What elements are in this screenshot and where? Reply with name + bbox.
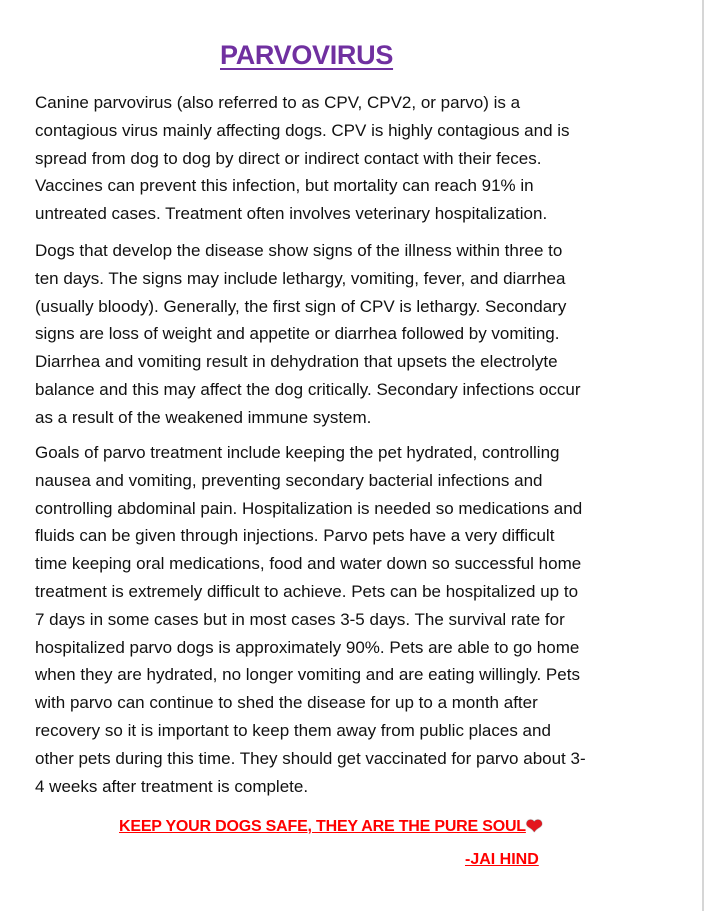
paragraph-symptoms [35, 237, 581, 432]
text-line: treatment is extremely difficult to achieve. Pets can be hospitalized up to [35, 581, 579, 601]
text-line: Vaccines can prevent this infection, but mortality can reach 91% in [35, 176, 534, 196]
signature: -JAI HIND [465, 851, 539, 868]
text-line: other pets during this time. They should get vaccinated for parvo about 3- [35, 748, 586, 768]
slogan-text: KEEP YOUR DOGS SAFE, THEY ARE THE PURE SOUL [119, 818, 526, 835]
text-line: (usually bloody). Generally, the first sign of CPV is lethargy. Secondary [35, 296, 567, 316]
text-line: Diarrhea and vomiting result in dehydration that upsets the electrolyte [35, 352, 558, 372]
text-line: controlling abdominal pain. Hospitalization is needed so medications and [35, 498, 583, 518]
text-line: contagious virus mainly affecting dogs. CPV is highly contagious and is [35, 120, 570, 140]
text-line: nausea and vomiting, preventing secondary bacterial infections and [35, 470, 543, 490]
text-line: Dogs that develop the disease show signs of the illness within three to [35, 241, 563, 260]
text-line: time keeping oral medications, food and water down so successful home [35, 554, 582, 574]
text-line: when they are hydrated, no longer vomiting and are eating willingly. Pets [35, 665, 580, 685]
text-line: hospitalized parvo dogs is approximately 90%. Pets are able to go home [35, 637, 580, 657]
paragraph-intro [35, 89, 570, 228]
text-line: fluids can be given through injections. Parvo pets have a very difficult [35, 526, 555, 546]
text-line: as a result of the weakened immune system. [35, 407, 372, 427]
text-line: 4 weeks after treatment is complete. [35, 776, 309, 796]
page-title: PARVOVIRUS [220, 40, 394, 70]
text-line: with parvo can continue to shed the disease for up to a month after [35, 693, 538, 713]
text-line: recovery so it is important to keep them away from public places and [35, 720, 551, 740]
text-line: Goals of parvo treatment include keeping the pet hydrated, controlling [35, 443, 560, 462]
heart-icon: ❤ [525, 816, 543, 838]
text-line: spread from dog to dog by direct or indirect contact with their feces. [35, 148, 542, 168]
text-line: ten days. The signs may include lethargy, vomiting, fever, and diarrhea [35, 268, 566, 288]
text-line: Canine parvovirus (also referred to as CPV, CPV2, or parvo) is a [35, 93, 521, 112]
text-line: 7 days in some cases but in most cases 3-5 days. The survival rate for [35, 609, 565, 629]
text-line: untreated cases. Treatment often involves veterinary hospitalization. [35, 204, 548, 224]
text-line: signs are loss of weight and appetite or diarrhea followed by vomiting. [35, 324, 560, 344]
text-line: balance and this may affect the dog critically. Secondary infections occur [35, 379, 581, 399]
paragraph-treatment [35, 439, 586, 800]
slogan [119, 814, 542, 839]
page-edge [702, 0, 704, 911]
